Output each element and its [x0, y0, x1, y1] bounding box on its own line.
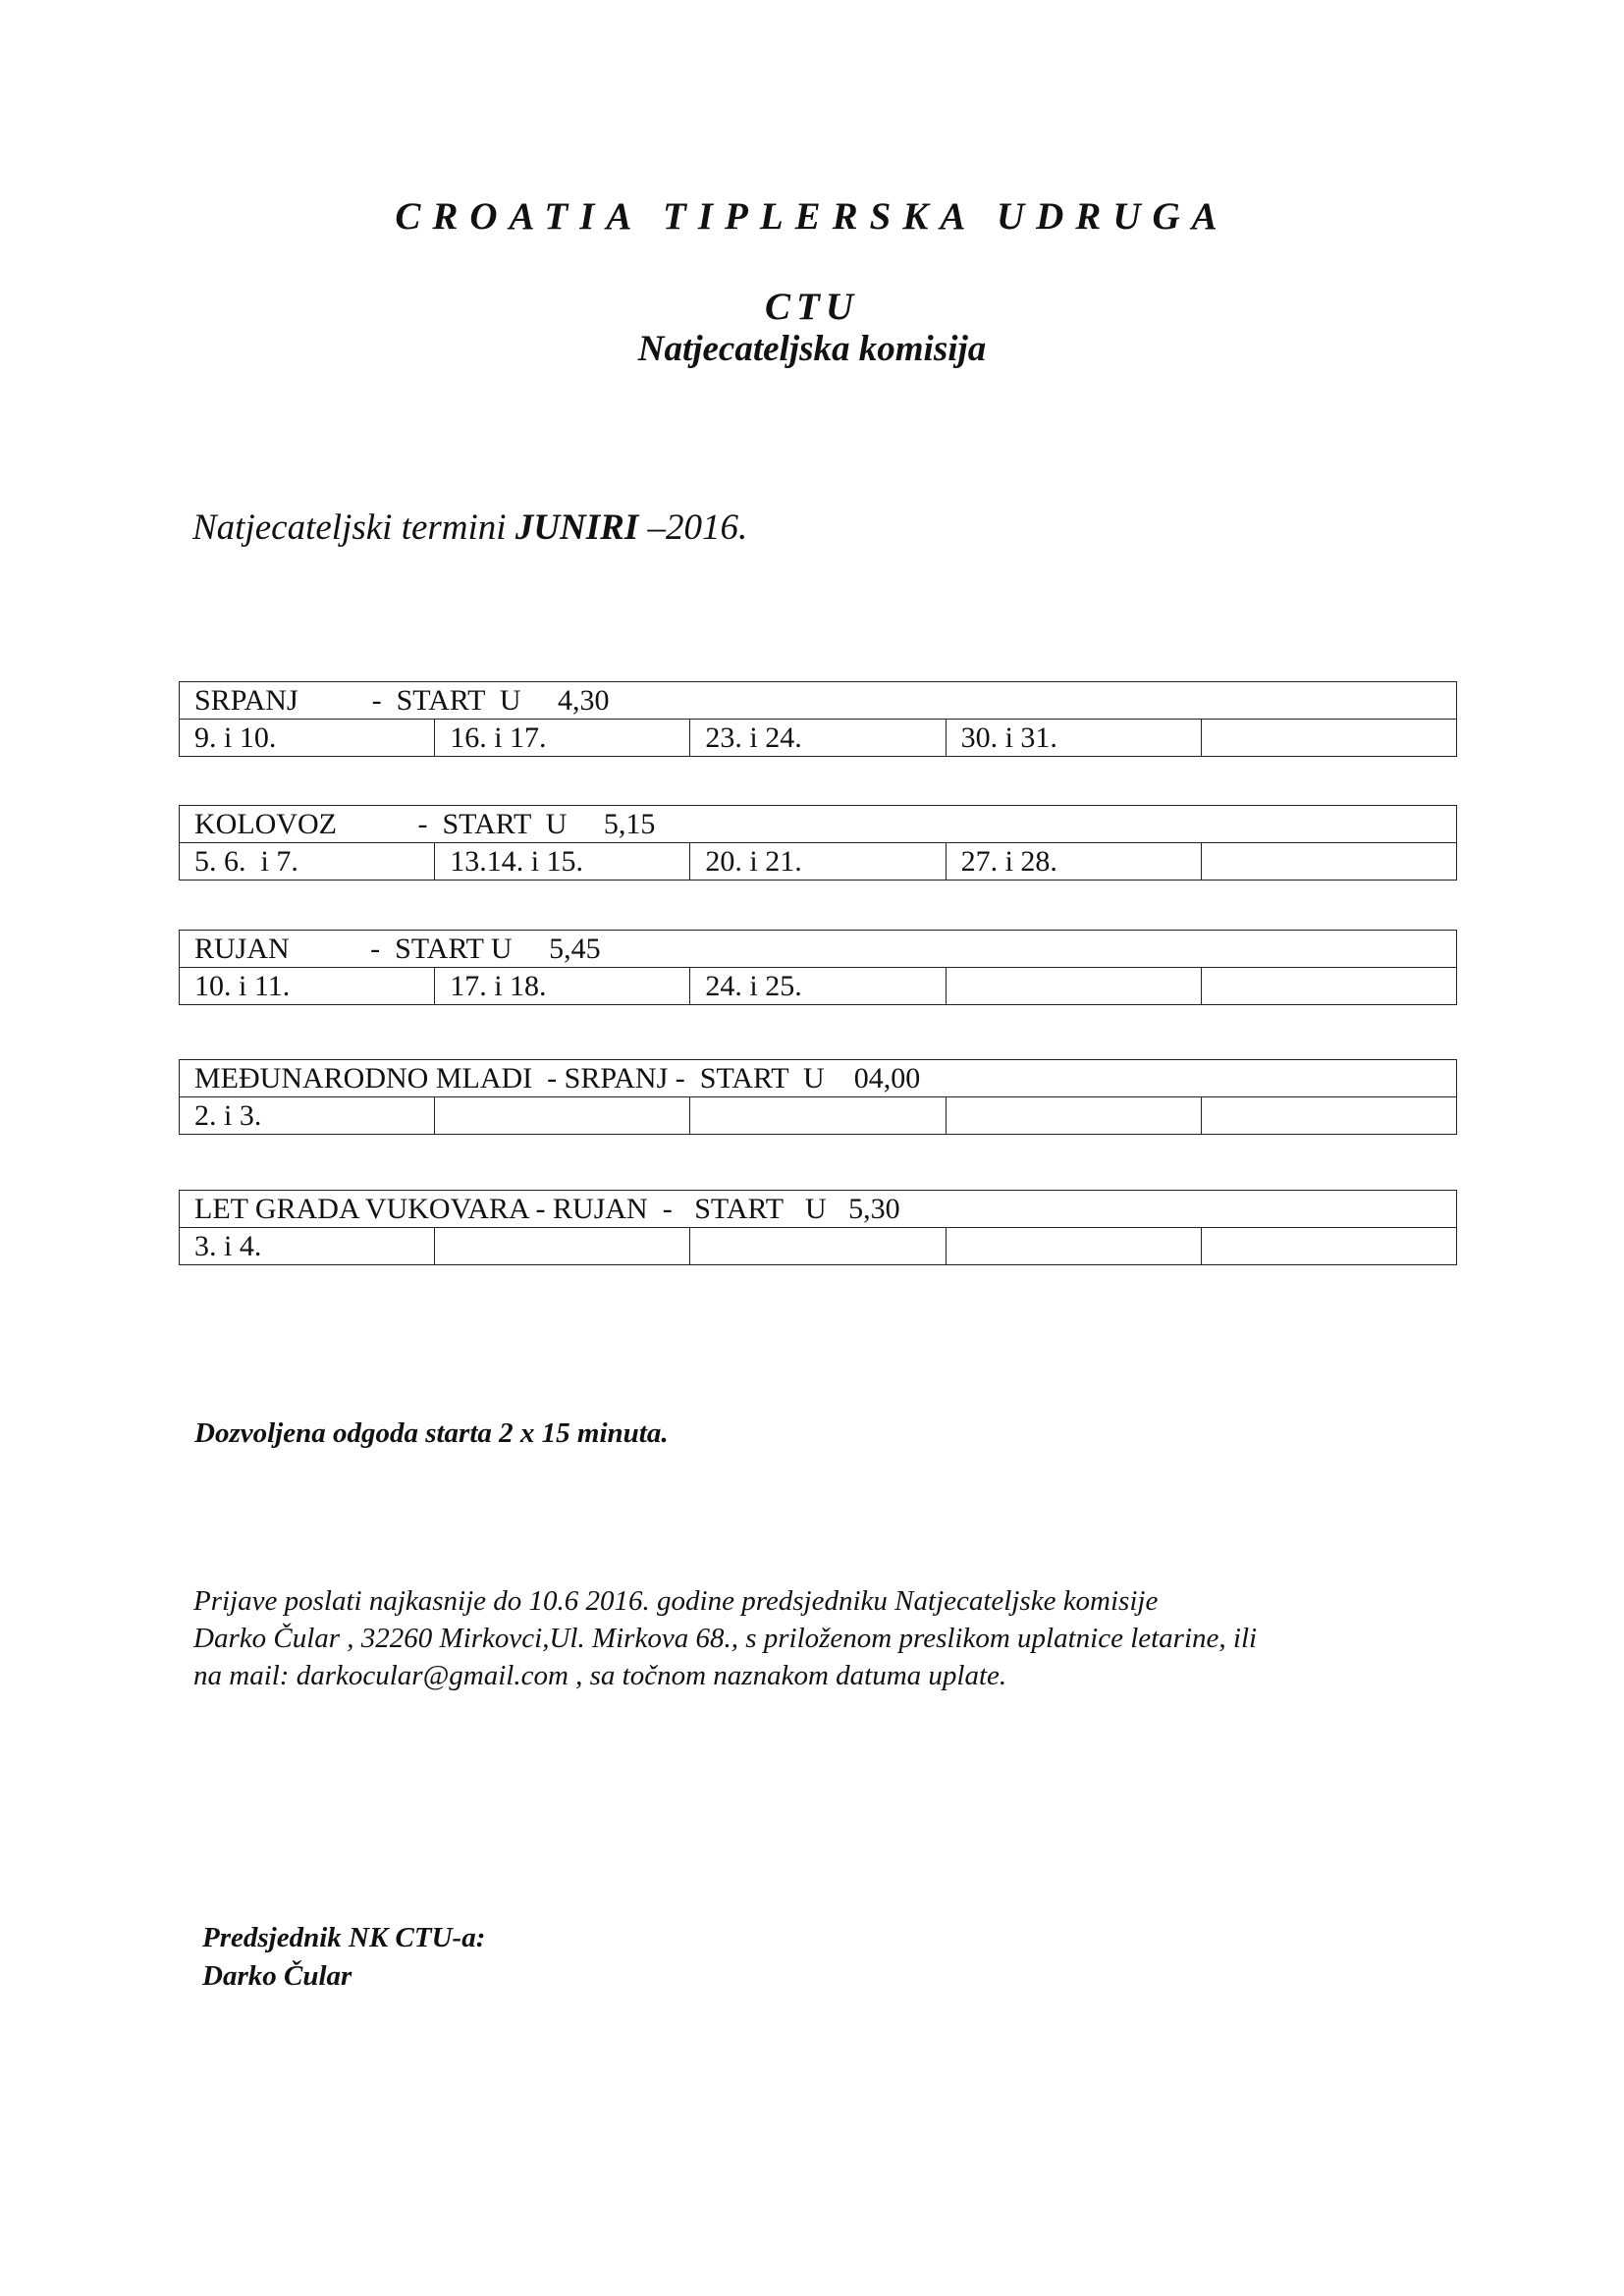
signature-title: Predsjednik NK CTU-a: — [202, 1922, 486, 1953]
registration-instructions — [193, 1582, 1257, 1694]
schedule-header: SRPANJ - START U 4,30 — [180, 682, 1457, 720]
instructions-line: na mail: darkocular@gmail.com , sa točnom naznakom datuma uplate. — [193, 1660, 1007, 1691]
schedule-date-cell: 23. i 24. — [690, 720, 946, 757]
schedule-header: LET GRADA VUKOVARA - RUJAN - START U 5,30 — [180, 1191, 1457, 1228]
schedule-header: KOLOVOZ - START U 5,15 — [180, 806, 1457, 843]
schedule-date-cell — [1201, 843, 1456, 881]
schedule-date-cell: 24. i 25. — [690, 968, 946, 1005]
commission-title: Natjecateljska komisija — [637, 329, 987, 369]
instructions-line: Prijave poslati najkasnije do 10.6 2016. godine predsjedniku Natjecateljske komisije — [193, 1585, 1159, 1617]
schedule-header: MEĐUNARODNO MLADI - SRPANJ - START U 04,00 — [180, 1060, 1457, 1097]
organization-title: CROATIA TIPLERSKA UDRUGA — [395, 195, 1229, 238]
schedule-date-cell: 5. 6. i 7. — [180, 843, 435, 881]
schedule-date-cell: 30. i 31. — [946, 720, 1201, 757]
schedule-date-cell — [690, 1097, 946, 1135]
instructions-line: Darko Čular , 32260 Mirkovci,Ul. Mirkova 68., s priloženom preslikom uplatnice letarine, ili — [193, 1623, 1258, 1654]
schedule-date-cell — [946, 1228, 1201, 1265]
schedule-date-cell — [1201, 1097, 1456, 1135]
schedule-date-cell: 20. i 21. — [690, 843, 946, 881]
schedule-date-cell — [435, 1097, 690, 1135]
document-subtitle — [192, 507, 747, 549]
signature-name: Darko Čular — [202, 1960, 352, 1992]
schedule-date-cell: 3. i 4. — [180, 1228, 435, 1265]
schedule-date-cell: 2. i 3. — [180, 1097, 435, 1135]
schedule-table-kolovoz — [179, 805, 1457, 881]
schedule-date-cell: 17. i 18. — [435, 968, 690, 1005]
start-delay-note: Dozvoljena odgoda starta 2 x 15 minuta. — [194, 1417, 669, 1449]
schedule-date-cell — [690, 1228, 946, 1265]
subtitle-prefix: Natjecateljski termini — [192, 507, 515, 548]
schedule-header: RUJAN - START U 5,45 — [180, 931, 1457, 968]
schedule-date-cell — [946, 1097, 1201, 1135]
organization-abbreviation: CTU — [765, 286, 859, 328]
schedule-table-srpanj — [179, 681, 1457, 757]
schedule-table-medunarodno-mladi — [179, 1059, 1457, 1135]
subtitle-suffix: –2016. — [638, 507, 748, 548]
schedule-date-cell — [1201, 720, 1456, 757]
schedule-date-cell — [1201, 1228, 1456, 1265]
schedule-date-cell — [435, 1228, 690, 1265]
schedule-table-let-grada-vukovara — [179, 1190, 1457, 1265]
schedule-table-rujan — [179, 930, 1457, 1005]
schedule-date-cell: 16. i 17. — [435, 720, 690, 757]
schedule-date-cell — [1201, 968, 1456, 1005]
subtitle-category: JUNIRI — [514, 507, 639, 548]
schedule-date-cell: 9. i 10. — [180, 720, 435, 757]
schedule-date-cell: 10. i 11. — [180, 968, 435, 1005]
schedule-date-cell: 27. i 28. — [946, 843, 1201, 881]
schedule-date-cell: 13.14. i 15. — [435, 843, 690, 881]
signature-block — [202, 1919, 485, 1996]
schedule-date-cell — [946, 968, 1201, 1005]
